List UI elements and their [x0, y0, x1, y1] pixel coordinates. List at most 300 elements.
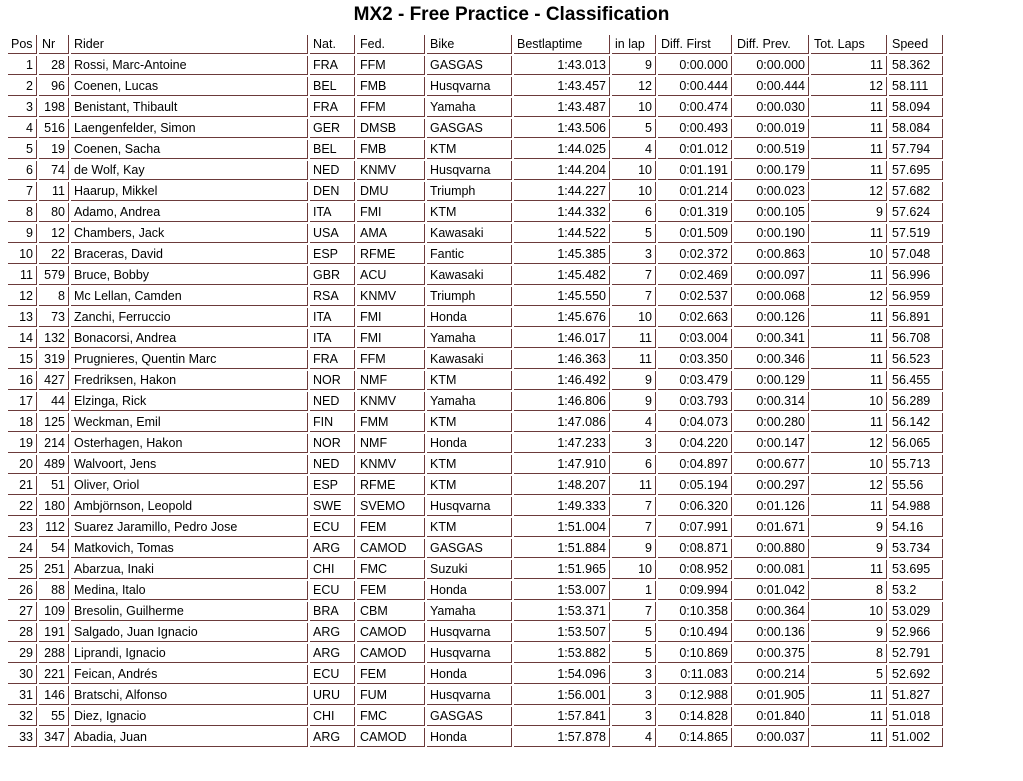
cell-tot-laps: 11: [811, 56, 887, 75]
cell-in-lap: 11: [612, 350, 656, 369]
cell-tot-laps: 12: [811, 287, 887, 306]
cell-pos: 17: [8, 392, 37, 411]
table-row: [8, 707, 943, 726]
column-header-in-lap: in lap: [612, 35, 656, 54]
cell-rider: Diez, Ignacio: [71, 707, 308, 726]
cell-speed: 53.695: [889, 560, 943, 579]
cell-fed: FEM: [357, 665, 425, 684]
table-row: [8, 245, 943, 264]
cell-diff-first: 0:10.494: [658, 623, 732, 642]
cell-speed: 53.029: [889, 602, 943, 621]
cell-tot-laps: 11: [811, 371, 887, 390]
table-row: [8, 392, 943, 411]
cell-tot-laps: 11: [811, 350, 887, 369]
cell-fed: KNMV: [357, 161, 425, 180]
cell-diff-first: 0:11.083: [658, 665, 732, 684]
cell-fed: FUM: [357, 686, 425, 705]
table-row: [8, 77, 943, 96]
table-row: [8, 350, 943, 369]
cell-diff-prev: 0:00.519: [734, 140, 809, 159]
cell-rider: Laengenfelder, Simon: [71, 119, 308, 138]
cell-diff-prev: 0:00.179: [734, 161, 809, 180]
table-row: [8, 455, 943, 474]
cell-nr: 132: [39, 329, 69, 348]
cell-nat: ARG: [310, 623, 355, 642]
cell-pos: 5: [8, 140, 37, 159]
cell-fed: FFM: [357, 350, 425, 369]
cell-pos: 15: [8, 350, 37, 369]
column-header-diff-first: Diff. First: [658, 35, 732, 54]
cell-in-lap: 6: [612, 455, 656, 474]
cell-pos: 32: [8, 707, 37, 726]
table-row: [8, 560, 943, 579]
cell-bike: Yamaha: [427, 98, 512, 117]
cell-nr: 19: [39, 140, 69, 159]
cell-pos: 19: [8, 434, 37, 453]
cell-bike: Honda: [427, 665, 512, 684]
cell-bestlaptime: 1:43.487: [514, 98, 610, 117]
cell-nr: 489: [39, 455, 69, 474]
cell-bestlaptime: 1:57.878: [514, 728, 610, 747]
cell-speed: 57.624: [889, 203, 943, 222]
column-header-speed: Speed: [889, 35, 943, 54]
cell-nr: 55: [39, 707, 69, 726]
cell-in-lap: 10: [612, 308, 656, 327]
cell-speed: 58.111: [889, 77, 943, 96]
cell-bike: KTM: [427, 518, 512, 537]
cell-speed: 51.018: [889, 707, 943, 726]
cell-pos: 7: [8, 182, 37, 201]
cell-diff-prev: 0:00.019: [734, 119, 809, 138]
cell-bestlaptime: 1:46.492: [514, 371, 610, 390]
cell-in-lap: 7: [612, 266, 656, 285]
cell-tot-laps: 11: [811, 119, 887, 138]
cell-bestlaptime: 1:45.482: [514, 266, 610, 285]
cell-nat: NOR: [310, 434, 355, 453]
column-header-tot-laps: Tot. Laps: [811, 35, 887, 54]
cell-bestlaptime: 1:46.017: [514, 329, 610, 348]
cell-bike: Husqvarna: [427, 497, 512, 516]
table-row: [8, 728, 943, 747]
cell-bike: KTM: [427, 476, 512, 495]
cell-tot-laps: 9: [811, 539, 887, 558]
cell-pos: 25: [8, 560, 37, 579]
cell-diff-first: 0:01.509: [658, 224, 732, 243]
cell-tot-laps: 12: [811, 434, 887, 453]
cell-nat: NED: [310, 161, 355, 180]
cell-rider: Braceras, David: [71, 245, 308, 264]
cell-diff-first: 0:14.865: [658, 728, 732, 747]
cell-tot-laps: 10: [811, 602, 887, 621]
cell-rider: Prugnieres, Quentin Marc: [71, 350, 308, 369]
cell-nr: 11: [39, 182, 69, 201]
cell-fed: SVEMO: [357, 497, 425, 516]
cell-pos: 16: [8, 371, 37, 390]
cell-nr: 347: [39, 728, 69, 747]
cell-diff-prev: 0:00.880: [734, 539, 809, 558]
cell-speed: 56.996: [889, 266, 943, 285]
cell-diff-prev: 0:00.375: [734, 644, 809, 663]
table-header-row: [8, 35, 943, 54]
cell-diff-prev: 0:00.677: [734, 455, 809, 474]
cell-nat: BRA: [310, 602, 355, 621]
table-row: [8, 371, 943, 390]
cell-diff-first: 0:02.537: [658, 287, 732, 306]
cell-nr: 180: [39, 497, 69, 516]
cell-bestlaptime: 1:46.363: [514, 350, 610, 369]
cell-diff-first: 0:12.988: [658, 686, 732, 705]
cell-bike: Husqvarna: [427, 686, 512, 705]
cell-diff-first: 0:01.214: [658, 182, 732, 201]
cell-in-lap: 5: [612, 644, 656, 663]
cell-in-lap: 3: [612, 686, 656, 705]
cell-diff-first: 0:06.320: [658, 497, 732, 516]
cell-tot-laps: 12: [811, 182, 887, 201]
cell-nat: ESP: [310, 245, 355, 264]
cell-fed: AMA: [357, 224, 425, 243]
cell-nat: GBR: [310, 266, 355, 285]
cell-nat: FRA: [310, 56, 355, 75]
cell-nr: 74: [39, 161, 69, 180]
cell-rider: Feican, Andrés: [71, 665, 308, 684]
cell-rider: Haarup, Mikkel: [71, 182, 308, 201]
table-row: [8, 287, 943, 306]
cell-nat: ITA: [310, 203, 355, 222]
cell-diff-first: 0:00.493: [658, 119, 732, 138]
cell-bike: Husqvarna: [427, 623, 512, 642]
cell-rider: Mc Lellan, Camden: [71, 287, 308, 306]
cell-nr: 319: [39, 350, 69, 369]
cell-in-lap: 7: [612, 287, 656, 306]
cell-nr: 51: [39, 476, 69, 495]
cell-diff-first: 0:10.358: [658, 602, 732, 621]
cell-diff-first: 0:03.479: [658, 371, 732, 390]
cell-rider: Ambjörnson, Leopold: [71, 497, 308, 516]
cell-nr: 88: [39, 581, 69, 600]
cell-speed: 52.966: [889, 623, 943, 642]
cell-nr: 8: [39, 287, 69, 306]
cell-pos: 2: [8, 77, 37, 96]
cell-speed: 57.048: [889, 245, 943, 264]
cell-bestlaptime: 1:45.385: [514, 245, 610, 264]
cell-diff-first: 0:14.828: [658, 707, 732, 726]
cell-bestlaptime: 1:48.207: [514, 476, 610, 495]
cell-bike: Husqvarna: [427, 77, 512, 96]
cell-fed: KNMV: [357, 455, 425, 474]
cell-bestlaptime: 1:44.227: [514, 182, 610, 201]
cell-nat: FIN: [310, 413, 355, 432]
cell-tot-laps: 8: [811, 644, 887, 663]
cell-bestlaptime: 1:57.841: [514, 707, 610, 726]
cell-rider: Chambers, Jack: [71, 224, 308, 243]
cell-speed: 56.065: [889, 434, 943, 453]
cell-rider: Benistant, Thibault: [71, 98, 308, 117]
cell-speed: 57.794: [889, 140, 943, 159]
cell-nat: ITA: [310, 329, 355, 348]
cell-nat: NOR: [310, 371, 355, 390]
cell-diff-prev: 0:01.671: [734, 518, 809, 537]
cell-nat: URU: [310, 686, 355, 705]
cell-pos: 18: [8, 413, 37, 432]
cell-bike: Yamaha: [427, 602, 512, 621]
cell-tot-laps: 9: [811, 623, 887, 642]
cell-fed: CAMOD: [357, 728, 425, 747]
cell-pos: 11: [8, 266, 37, 285]
cell-tot-laps: 11: [811, 224, 887, 243]
cell-diff-prev: 0:00.097: [734, 266, 809, 285]
cell-fed: CBM: [357, 602, 425, 621]
cell-nat: ECU: [310, 665, 355, 684]
cell-speed: 53.734: [889, 539, 943, 558]
cell-speed: 51.827: [889, 686, 943, 705]
cell-nat: ITA: [310, 308, 355, 327]
cell-nr: 109: [39, 602, 69, 621]
cell-nr: 28: [39, 56, 69, 75]
cell-rider: Bonacorsi, Andrea: [71, 329, 308, 348]
cell-speed: 57.519: [889, 224, 943, 243]
cell-diff-prev: 0:00.147: [734, 434, 809, 453]
cell-fed: CAMOD: [357, 539, 425, 558]
cell-in-lap: 10: [612, 98, 656, 117]
cell-bike: Triumph: [427, 182, 512, 201]
cell-fed: FMI: [357, 203, 425, 222]
cell-in-lap: 10: [612, 182, 656, 201]
cell-pos: 26: [8, 581, 37, 600]
column-header-rider: Rider: [71, 35, 308, 54]
table-row: [8, 266, 943, 285]
cell-bestlaptime: 1:43.013: [514, 56, 610, 75]
cell-fed: KNMV: [357, 392, 425, 411]
cell-bestlaptime: 1:47.233: [514, 434, 610, 453]
column-header-bestlaptime: Bestlaptime: [514, 35, 610, 54]
cell-rider: Salgado, Juan Ignacio: [71, 623, 308, 642]
cell-diff-first: 0:10.869: [658, 644, 732, 663]
cell-bestlaptime: 1:44.332: [514, 203, 610, 222]
cell-rider: Medina, Italo: [71, 581, 308, 600]
cell-nr: 54: [39, 539, 69, 558]
cell-speed: 56.708: [889, 329, 943, 348]
table-row: [8, 224, 943, 243]
table-row: [8, 308, 943, 327]
cell-diff-prev: 0:00.030: [734, 98, 809, 117]
cell-rider: Weckman, Emil: [71, 413, 308, 432]
cell-pos: 22: [8, 497, 37, 516]
cell-fed: FFM: [357, 98, 425, 117]
cell-diff-first: 0:01.012: [658, 140, 732, 159]
cell-bike: Triumph: [427, 287, 512, 306]
cell-speed: 53.2: [889, 581, 943, 600]
cell-nat: ARG: [310, 644, 355, 663]
cell-in-lap: 9: [612, 371, 656, 390]
cell-speed: 56.891: [889, 308, 943, 327]
cell-nr: 221: [39, 665, 69, 684]
cell-in-lap: 9: [612, 392, 656, 411]
table-row: [8, 329, 943, 348]
cell-rider: Abadia, Juan: [71, 728, 308, 747]
cell-in-lap: 3: [612, 665, 656, 684]
cell-diff-first: 0:03.004: [658, 329, 732, 348]
table-row: [8, 140, 943, 159]
cell-pos: 23: [8, 518, 37, 537]
cell-nat: CHI: [310, 707, 355, 726]
cell-nr: 112: [39, 518, 69, 537]
cell-diff-prev: 0:00.000: [734, 56, 809, 75]
cell-speed: 56.523: [889, 350, 943, 369]
cell-rider: Elzinga, Rick: [71, 392, 308, 411]
cell-speed: 56.455: [889, 371, 943, 390]
cell-pos: 8: [8, 203, 37, 222]
cell-nat: NED: [310, 392, 355, 411]
cell-bestlaptime: 1:44.025: [514, 140, 610, 159]
cell-tot-laps: 10: [811, 455, 887, 474]
cell-tot-laps: 9: [811, 203, 887, 222]
cell-pos: 10: [8, 245, 37, 264]
cell-pos: 30: [8, 665, 37, 684]
cell-diff-prev: 0:00.364: [734, 602, 809, 621]
cell-rider: Coenen, Lucas: [71, 77, 308, 96]
cell-fed: NMF: [357, 434, 425, 453]
cell-speed: 56.142: [889, 413, 943, 432]
cell-bestlaptime: 1:45.676: [514, 308, 610, 327]
cell-nat: USA: [310, 224, 355, 243]
cell-fed: FMB: [357, 77, 425, 96]
page-title: MX2 - Free Practice - Classification: [353, 4, 670, 25]
cell-rider: Matkovich, Tomas: [71, 539, 308, 558]
cell-tot-laps: 11: [811, 98, 887, 117]
cell-speed: 58.094: [889, 98, 943, 117]
cell-bestlaptime: 1:53.007: [514, 581, 610, 600]
cell-rider: de Wolf, Kay: [71, 161, 308, 180]
cell-bike: KTM: [427, 140, 512, 159]
cell-rider: Walvoort, Jens: [71, 455, 308, 474]
cell-rider: Oliver, Oriol: [71, 476, 308, 495]
cell-diff-prev: 0:01.126: [734, 497, 809, 516]
cell-tot-laps: 11: [811, 686, 887, 705]
table-row: [8, 518, 943, 537]
table-row: [8, 98, 943, 117]
cell-nat: SWE: [310, 497, 355, 516]
cell-rider: Rossi, Marc-Antoine: [71, 56, 308, 75]
cell-diff-prev: 0:01.905: [734, 686, 809, 705]
cell-bike: KTM: [427, 371, 512, 390]
table-row: [8, 161, 943, 180]
cell-bike: GASGAS: [427, 56, 512, 75]
cell-tot-laps: 12: [811, 77, 887, 96]
cell-bestlaptime: 1:43.457: [514, 77, 610, 96]
cell-speed: 56.959: [889, 287, 943, 306]
cell-bike: KTM: [427, 203, 512, 222]
cell-diff-first: 0:04.220: [658, 434, 732, 453]
cell-bike: Honda: [427, 581, 512, 600]
cell-fed: FEM: [357, 581, 425, 600]
cell-diff-first: 0:03.793: [658, 392, 732, 411]
cell-in-lap: 4: [612, 140, 656, 159]
cell-diff-prev: 0:00.341: [734, 329, 809, 348]
cell-tot-laps: 11: [811, 560, 887, 579]
cell-diff-prev: 0:00.023: [734, 182, 809, 201]
cell-rider: Abarzua, Inaki: [71, 560, 308, 579]
cell-diff-first: 0:01.319: [658, 203, 732, 222]
cell-diff-prev: 0:00.037: [734, 728, 809, 747]
cell-in-lap: 11: [612, 476, 656, 495]
column-header-diff-prev: Diff. Prev.: [734, 35, 809, 54]
cell-bestlaptime: 1:53.882: [514, 644, 610, 663]
table-row: [8, 56, 943, 75]
table-row: [8, 434, 943, 453]
cell-bestlaptime: 1:46.806: [514, 392, 610, 411]
cell-nr: 96: [39, 77, 69, 96]
cell-pos: 9: [8, 224, 37, 243]
cell-pos: 12: [8, 287, 37, 306]
cell-diff-prev: 0:00.081: [734, 560, 809, 579]
cell-nat: ECU: [310, 518, 355, 537]
cell-pos: 1: [8, 56, 37, 75]
cell-diff-first: 0:09.994: [658, 581, 732, 600]
cell-fed: FMM: [357, 413, 425, 432]
cell-nr: 146: [39, 686, 69, 705]
cell-rider: Zanchi, Ferruccio: [71, 308, 308, 327]
cell-bike: Suzuki: [427, 560, 512, 579]
cell-bestlaptime: 1:49.333: [514, 497, 610, 516]
cell-tot-laps: 8: [811, 581, 887, 600]
cell-nr: 80: [39, 203, 69, 222]
cell-pos: 20: [8, 455, 37, 474]
cell-rider: Adamo, Andrea: [71, 203, 308, 222]
cell-fed: FMC: [357, 707, 425, 726]
cell-fed: FMI: [357, 329, 425, 348]
cell-nr: 198: [39, 98, 69, 117]
cell-speed: 54.16: [889, 518, 943, 537]
cell-bike: Yamaha: [427, 392, 512, 411]
cell-speed: 58.362: [889, 56, 943, 75]
cell-diff-first: 0:04.073: [658, 413, 732, 432]
cell-in-lap: 12: [612, 77, 656, 96]
cell-diff-first: 0:02.372: [658, 245, 732, 264]
cell-in-lap: 4: [612, 728, 656, 747]
cell-diff-first: 0:02.469: [658, 266, 732, 285]
cell-in-lap: 11: [612, 329, 656, 348]
cell-diff-prev: 0:00.126: [734, 308, 809, 327]
cell-pos: 28: [8, 623, 37, 642]
cell-bestlaptime: 1:51.884: [514, 539, 610, 558]
cell-tot-laps: 10: [811, 245, 887, 264]
cell-bike: Kawasaki: [427, 224, 512, 243]
table-row: [8, 413, 943, 432]
classification-table: [6, 33, 945, 749]
cell-nat: RSA: [310, 287, 355, 306]
cell-bestlaptime: 1:51.965: [514, 560, 610, 579]
table-row: [8, 119, 943, 138]
cell-bike: Fantic: [427, 245, 512, 264]
cell-diff-prev: 0:00.068: [734, 287, 809, 306]
cell-diff-first: 0:08.871: [658, 539, 732, 558]
cell-in-lap: 3: [612, 434, 656, 453]
cell-fed: NMF: [357, 371, 425, 390]
cell-tot-laps: 11: [811, 707, 887, 726]
cell-in-lap: 3: [612, 245, 656, 264]
cell-nat: BEL: [310, 140, 355, 159]
cell-diff-prev: 0:00.280: [734, 413, 809, 432]
cell-bike: Kawasaki: [427, 266, 512, 285]
cell-nat: CHI: [310, 560, 355, 579]
cell-bestlaptime: 1:45.550: [514, 287, 610, 306]
cell-speed: 55.713: [889, 455, 943, 474]
cell-nat: ARG: [310, 728, 355, 747]
cell-pos: 6: [8, 161, 37, 180]
table-row: [8, 203, 943, 222]
cell-diff-prev: 0:00.129: [734, 371, 809, 390]
cell-diff-first: 0:01.191: [658, 161, 732, 180]
